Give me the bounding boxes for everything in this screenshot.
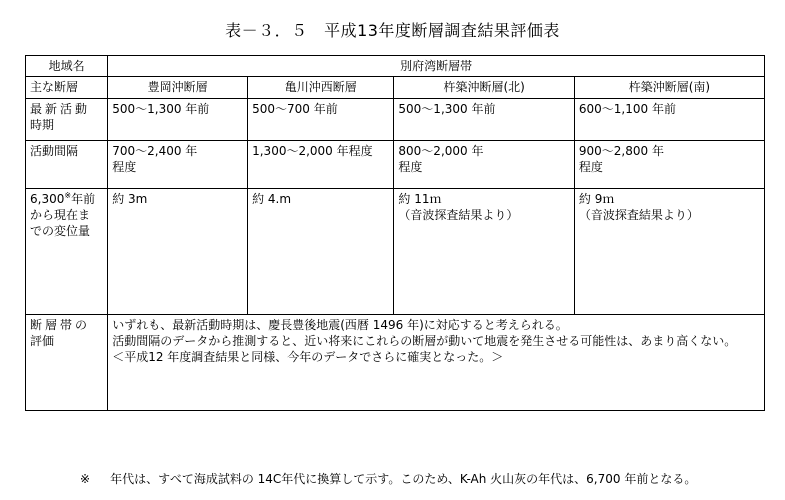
evaluation-line-1: いずれも、最新活動時期は、慶長豊後地震(西暦 1496 年)に対応すると考えられる。: [112, 318, 568, 332]
displacement-kamegawa-line1: 約 4.m: [252, 192, 292, 206]
displacement-label-suffix: 年前: [71, 192, 96, 206]
evaluation-label: [26, 315, 108, 411]
evaluation-label-line2: 評価: [30, 334, 55, 348]
main-fault-label: 主な断層: [26, 77, 108, 99]
interval-toyooka-line2: 程度: [112, 160, 137, 174]
fault-name-kitsuki-south: 杵築沖断層(南): [574, 77, 764, 99]
fault-name-toyooka: 豊岡沖断層: [108, 77, 248, 99]
latest-activity-label-line2: 時期: [30, 118, 55, 132]
displacement-label-line2: から現在ま: [30, 208, 91, 222]
footnote-mark: ※: [80, 472, 91, 486]
region-value: 別府湾断層帯: [108, 56, 765, 77]
fault-name-kamegawa: 亀川沖西断層: [248, 77, 394, 99]
evaluation-text: [108, 315, 765, 411]
interval-kitsuki-north: [394, 141, 574, 189]
displacement-label-line3: での変位量: [30, 224, 91, 238]
region-label: 地域名: [26, 56, 108, 77]
displacement-toyooka-line1: 約 3m: [112, 192, 148, 206]
latest-activity-kitsuki-north: 500～1,300 年前: [394, 99, 574, 141]
footnote-text: 年代は、すべて海成試料の 14C年代に換算して示す。このため、K-Ah 火山灰の年代は、6,700 年前となる。: [110, 472, 697, 486]
latest-activity-label: [26, 99, 108, 141]
latest-activity-kitsuki-south: 600～1,100 年前: [574, 99, 764, 141]
displacement-label: [26, 189, 108, 315]
evaluation-line-3: ＜平成12 年度調査結果と同様、今年のデータでさらに確実となった。＞: [112, 350, 504, 364]
displacement-kitsuki-south-line1: 約 9ｍ: [578, 192, 615, 206]
table-row-latest-activity: [26, 99, 765, 141]
fault-name-kitsuki-north: 杵築沖断層(北): [394, 77, 574, 99]
displacement-kamegawa: [248, 189, 394, 315]
table-row-displacement: [26, 189, 765, 315]
latest-activity-toyooka: 500～1,300 年前: [108, 99, 248, 141]
evaluation-table: [25, 55, 765, 411]
interval-toyooka-line1: 700～2,400 年: [112, 144, 198, 158]
interval-kamegawa: [248, 141, 394, 189]
interval-kitsuki-south: [574, 141, 764, 189]
table-row-interval: [26, 141, 765, 189]
interval-kamegawa-line1: 1,300～2,000 年程度: [252, 144, 373, 158]
interval-kitsuki-south-line2: 程度: [578, 160, 603, 174]
table-title: 表－３．５ 平成13年度断層調査結果評価表: [225, 21, 560, 40]
interval-kitsuki-south-line1: 900～2,800 年: [578, 144, 664, 158]
displacement-kitsuki-north-line1: 約 11ｍ: [398, 192, 442, 206]
interval-toyooka: [108, 141, 248, 189]
displacement-kitsuki-north-line2: （音波探査結果より）: [398, 208, 519, 222]
table-row-main-fault: [26, 77, 765, 99]
evaluation-label-line1: 断層帯の: [30, 318, 91, 332]
table-row-evaluation: [26, 315, 765, 411]
displacement-kitsuki-north: [394, 189, 574, 315]
displacement-label-prefix: 6,300: [30, 192, 65, 206]
footnote-ref-mark: ※: [64, 191, 72, 200]
interval-kitsuki-north-line2: 程度: [398, 160, 423, 174]
interval-kitsuki-north-line1: 800～2,000 年: [398, 144, 484, 158]
interval-label: 活動間隔: [26, 141, 108, 189]
displacement-kitsuki-south: [574, 189, 764, 315]
table-row-region: [26, 56, 765, 77]
evaluation-line-2: 活動間隔のデータから推測すると、近い将来にこれらの断層が動いて地震を発生させる可能性は、あまり高くない。: [112, 334, 737, 348]
latest-activity-kamegawa: 500～700 年前: [248, 99, 394, 141]
footnote: [80, 470, 696, 487]
displacement-kitsuki-south-line2: （音波探査結果より）: [578, 208, 699, 222]
latest-activity-label-line1: 最新活動: [30, 102, 91, 116]
displacement-label-line1: [30, 191, 103, 207]
displacement-toyooka: [108, 189, 248, 315]
